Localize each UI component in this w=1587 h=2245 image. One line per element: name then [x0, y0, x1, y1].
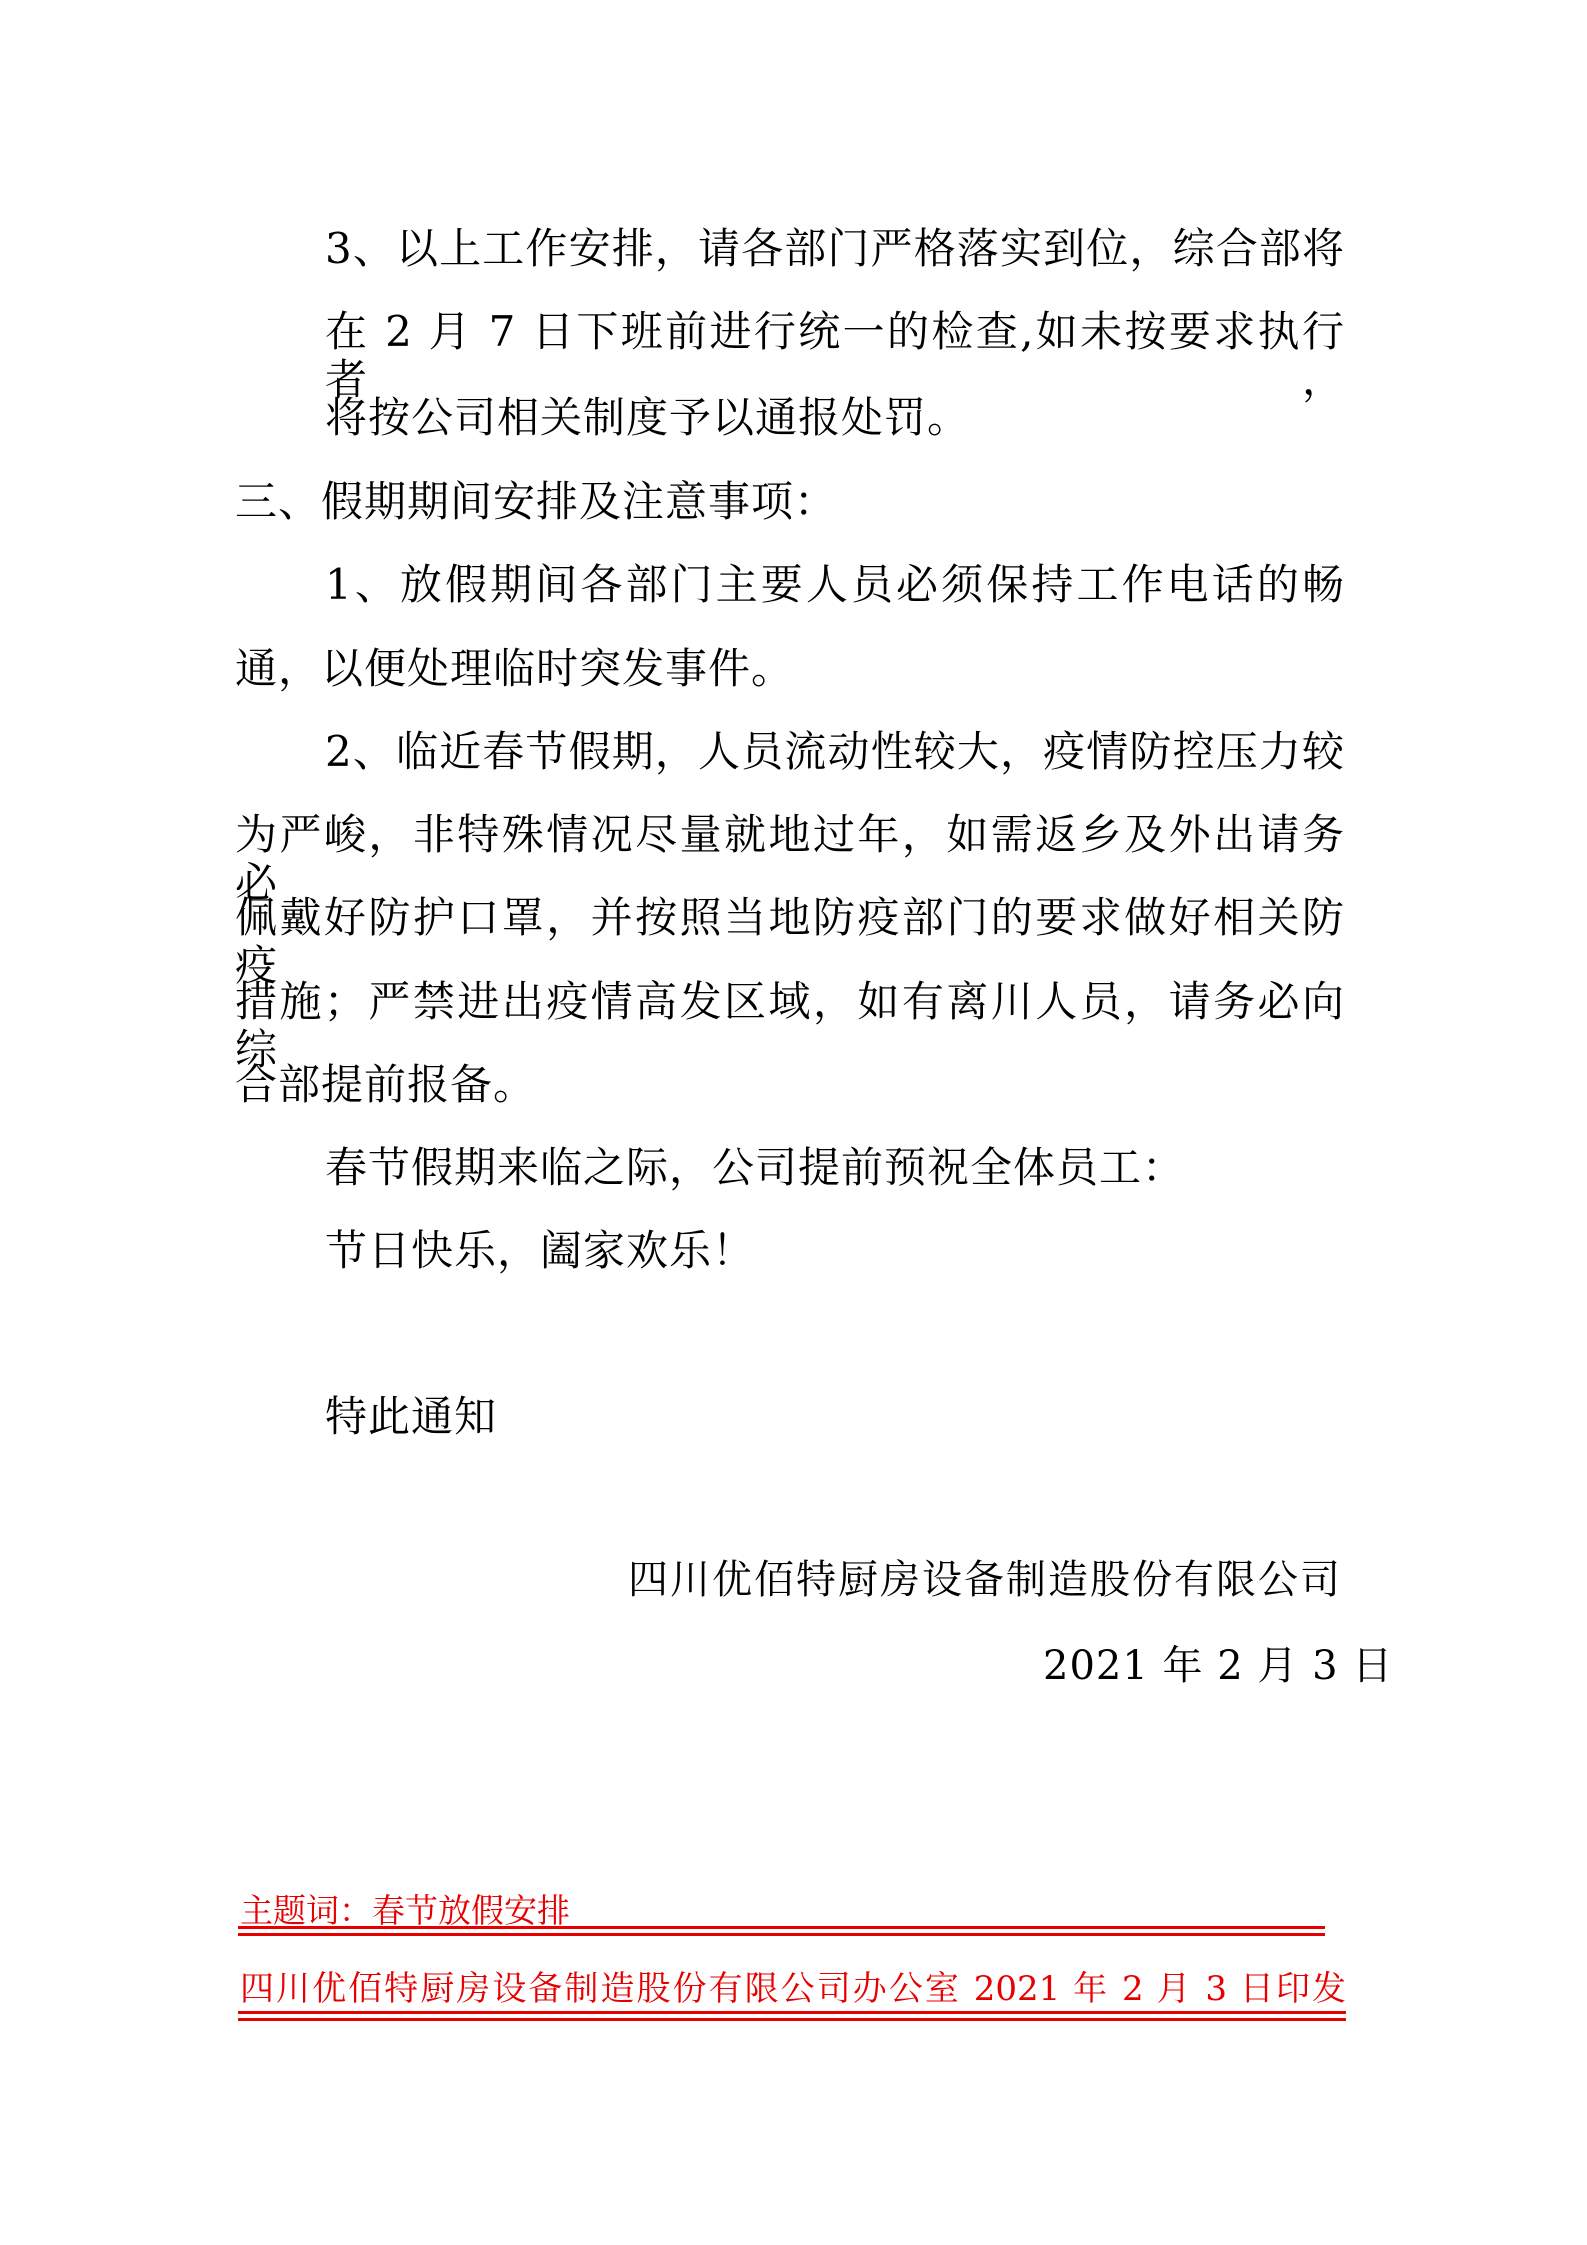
body-line: 措施；严禁进出疫情高发区域，如有离川人员，请务必向综: [235, 977, 1345, 1074]
body-line: 将按公司相关制度予以通报处罚。: [325, 393, 971, 442]
body-line: 佩戴好防护口罩，并按照当地防疫部门的要求做好相关防疫: [235, 893, 1345, 990]
section-heading: 三、假期期间安排及注意事项：: [235, 477, 838, 526]
body-line: 春节假期来临之际，公司提前预祝全体员工：: [325, 1143, 1186, 1192]
body-line: 3、以上工作安排，请各部门严格落实到位，综合部将: [325, 224, 1345, 273]
body-line: 2、临近春节假期，人员流动性较大，疫情防控压力较: [325, 727, 1345, 776]
closing-line: 特此通知: [325, 1392, 498, 1441]
issuer-line: 四川优佰特厨房设备制造股份有限公司办公室 2021 年 2 月 3 日印发: [240, 1969, 1346, 2009]
body-line: 1、放假期间各部门主要人员必须保持工作电话的畅: [325, 560, 1345, 609]
signature-date: 2021 年 2 月 3 日: [1043, 1643, 1394, 1689]
body-line: 在 2 月 7 日下班前进行统一的检查,如未按要求执行者，: [325, 307, 1345, 404]
body-line: 为严峻，非特殊情况尽量就地过年，如需返乡及外出请务必: [235, 810, 1345, 907]
red-divider: [238, 1926, 1325, 1936]
subject-keyword-line: 主题词：春节放假安排: [240, 1891, 570, 1930]
body-line: 通，以便处理临时突发事件。: [235, 644, 795, 693]
red-divider: [238, 2011, 1346, 2021]
body-line: 节日快乐，阖家欢乐！: [325, 1226, 756, 1275]
body-line: 合部提前报备。: [235, 1060, 537, 1109]
signature-company: 四川优佰特厨房设备制造股份有限公司: [628, 1557, 1342, 1603]
